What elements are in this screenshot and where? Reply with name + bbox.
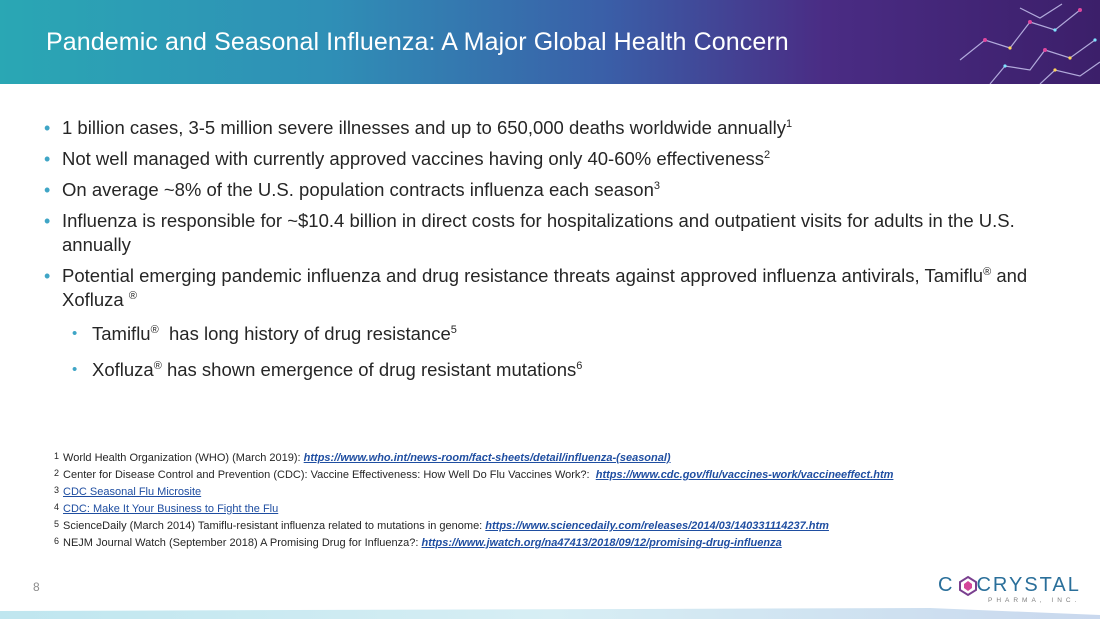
logo-letters: CRYSTAL [976, 574, 1081, 596]
footnote-marker: 5 [450, 324, 457, 336]
bullet-list [44, 116, 1054, 382]
bullet-item [44, 116, 1054, 140]
reference-number: 1 [54, 451, 60, 461]
bullet-text: 1 billion cases, 3-5 million severe illnesses and up to 650,000 deaths worldwide annually [62, 117, 786, 138]
reference-number: 5 [54, 519, 60, 529]
logo-subtitle: PHARMA, INC. [988, 597, 1081, 604]
bullet-text: Potential emerging pandemic influenza and drug resistance threats against approved influenza antivirals, Tamiflu [62, 265, 984, 286]
bullet-icon: • [44, 149, 51, 169]
bullet-text: On average ~8% of the U.S. population contracts influenza each season [62, 179, 654, 200]
reference-text: World Health Organization (WHO) (March 2019): [63, 452, 304, 464]
reference-link[interactable]: https://www.who.int/news-room/fact-sheets/detail/influenza-(seasonal) [303, 452, 671, 464]
footnote-marker: 3 [653, 180, 660, 192]
bullet-text: Not well managed with currently approved vaccines having only 40-60% effectiveness [62, 148, 765, 169]
bullet-icon: • [44, 180, 51, 200]
reference-link[interactable]: CDC Seasonal Flu Microsite [63, 486, 202, 498]
registered-mark: ® [153, 360, 162, 372]
reference-link[interactable]: https://www.jwatch.org/na47413/2018/09/12/promising-drug-influenza [421, 537, 782, 549]
logo-letter: C [938, 574, 955, 596]
footnote-marker: 2 [764, 149, 771, 161]
reference-row [54, 467, 1054, 484]
reference-row [54, 450, 1054, 467]
reference-number: 2 [54, 468, 60, 478]
sub-bullet-text: has long history of drug resistance [158, 323, 451, 344]
footnote-marker: 1 [785, 118, 793, 130]
bullet-text: and Xofluza [62, 265, 1028, 310]
reference-text: ScienceDaily (March 2014) Tamiflu-resistant influenza related to mutations in genome: [63, 520, 486, 532]
reference-row [54, 501, 1054, 518]
reference-link[interactable]: https://www.cdc.gov/flu/vaccines-work/vaccineeffect.htm [595, 469, 894, 481]
reference-number: 3 [54, 485, 60, 495]
reference-number: 4 [54, 502, 60, 512]
page-title: Pandemic and Seasonal Influenza: A Major Global Health Concern [46, 28, 789, 56]
reference-row [54, 518, 1054, 535]
reference-link[interactable]: CDC: Make It Your Business to Fight the Flu [63, 503, 279, 515]
sub-bullet-item [44, 322, 1054, 346]
bullet-item [44, 264, 1054, 312]
header-banner [0, 0, 1100, 84]
molecule-art-icon [840, 0, 1100, 84]
references [54, 450, 1054, 552]
reference-row [54, 484, 1054, 501]
page-number: 8 [33, 580, 40, 594]
bullet-icon: • [72, 325, 78, 342]
bullet-item [44, 178, 1054, 202]
company-logo [938, 574, 1081, 606]
bullet-item [44, 209, 1054, 257]
drug-name: Tamiflu [92, 323, 151, 344]
reference-text: NEJM Journal Watch (September 2018) A Promising Drug for Influenza?: [63, 537, 422, 549]
reference-link[interactable]: https://www.sciencedaily.com/releases/2014/03/140331114237.htm [485, 520, 829, 532]
registered-mark: ® [128, 290, 137, 302]
footnote-marker: 6 [576, 360, 583, 372]
crystal-logo-icon [957, 575, 979, 597]
footer-accent-bar [0, 605, 1100, 619]
bullet-icon: • [44, 266, 51, 286]
registered-mark: ® [150, 324, 159, 336]
bullet-item [44, 147, 1054, 171]
sub-bullet-item [44, 358, 1054, 382]
sub-bullet-text: has shown emergence of drug resistant mutations [161, 359, 577, 380]
bullet-icon: • [44, 211, 51, 231]
bullet-text: Influenza is responsible for ~$10.4 billion in direct costs for hospitalizations and outpatient visits for adults in the U.S. annually [62, 210, 1015, 255]
bullet-icon: • [44, 118, 51, 138]
registered-mark: ® [983, 266, 992, 278]
reference-text: Center for Disease Control and Prevention (CDC): Vaccine Effectiveness: How Well Do Flu Vaccines Work?: [63, 469, 596, 481]
bullet-icon: • [72, 361, 78, 378]
drug-name: Xofluza [92, 359, 154, 380]
reference-number: 6 [54, 536, 60, 546]
reference-row [54, 535, 1054, 552]
